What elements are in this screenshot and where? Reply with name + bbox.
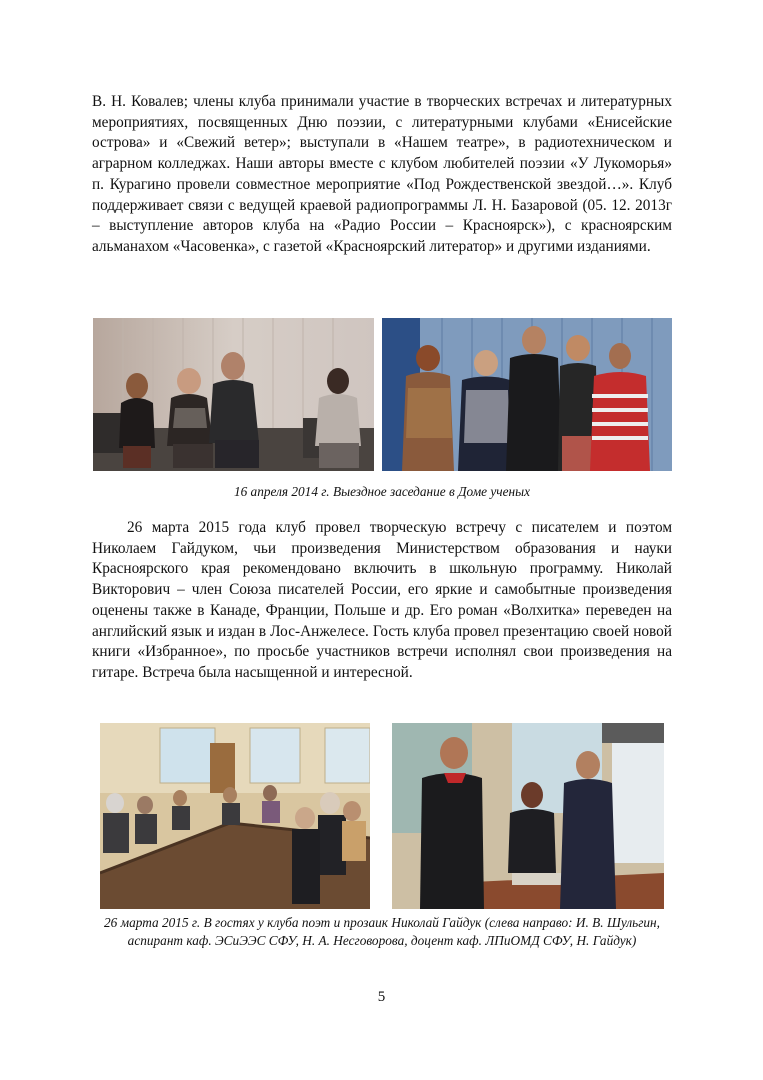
body-paragraph-1: В. Н. Ковалев; члены клуба принимали участие в творческих встречах и литературных мероприятиях, посвященных Дню поэзии, с литературными клубами «Енисейские острова» и «Свежий ветер»; выступали в «Нашем театре», в радиотехническом и аграрном колледжах. Наши авторы вместе с клубом любителей поэзии «У Лукоморья» п. Курагино провели совместное мероприятие «Под Рождественской звездой…». Клуб поддерживает связи с ведущей краевой радиопрограммы Л. Н. Базаровой (05. 12. 2013г – выступление авторов клуба на «Радио России – Красноярск»), с красноярским альманахом «Часовенка», с газетой «Красноярский литератор» и другими изданиями.: [92, 93, 672, 255]
photo-seated-members: [93, 318, 374, 471]
photo-meeting-room: [100, 723, 370, 909]
photo-caption-1: 16 апреля 2014 г. Выездное заседание в Доме ученых: [233, 484, 531, 499]
page-number: 5: [377, 989, 386, 1005]
photo-standing-group: [382, 318, 672, 471]
body-paragraph-2: 26 марта 2015 года клуб провел творческую встречу с писателем и поэтом Николаем Гайдуком, чьи произведения Министерством образования и науки Красноярского края рекомендовано включить в школьную программу. Николай Викторович – член Союза писателей России, его яркие и самобытные произведения оценены также в Канаде, Франции, Польше и др. Его роман «Волхитка» переведен на английский язык и издан в Лос-Анжелесе. Гость клуба провел презентацию своей новой книги «Избранное», по просьбе участников встречи исполнял свои произведения на гитаре. Встреча была насыщенной и интересной.: [92, 519, 672, 681]
photo-presentation: [392, 723, 664, 909]
photo-caption-2: 26 марта 2015 г. В гостях у клуба поэт и прозаик Николай Гайдук (слева направо: И. В. Шульгин, аспирант каф. ЭСиЭЭС СФУ, Н. А. Несговорова, доцент каф. ЛПиОМД СФУ, Н. Гайдук): [104, 915, 660, 948]
